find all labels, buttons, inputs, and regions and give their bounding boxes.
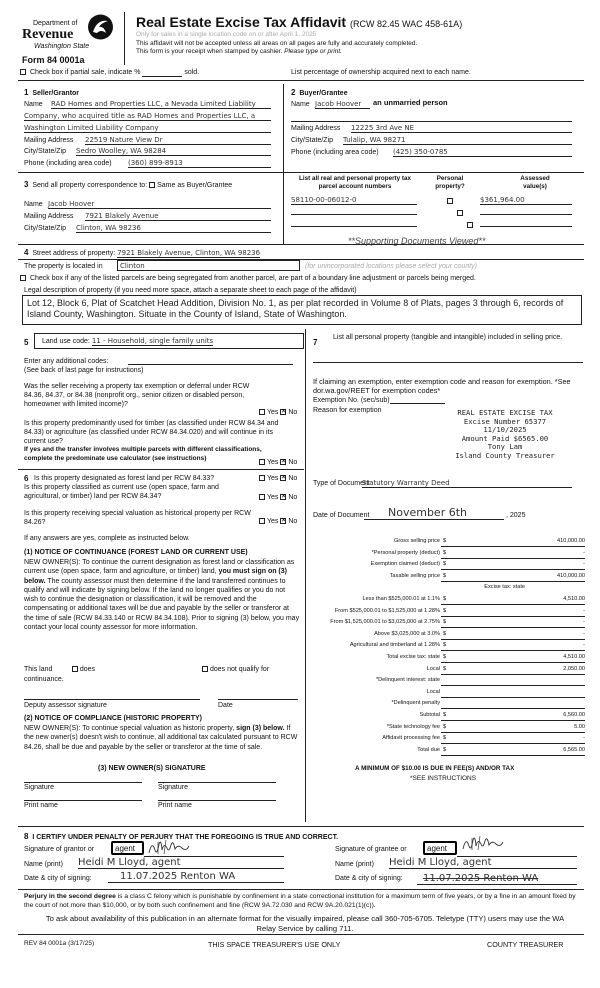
does-not-row — [202, 666, 269, 673]
same-as-buyer-label: Same as Buyer/Grantee — [157, 182, 233, 189]
header-note-2b: Please type or print. — [284, 48, 342, 55]
tax-row — [313, 689, 585, 698]
segregated-row — [20, 275, 476, 282]
reason-label: Reason for exemption — [313, 407, 382, 414]
tax-row-underline — [441, 697, 585, 698]
this-land-row — [24, 666, 95, 673]
stamp-line-6: Island County Treasurer — [455, 450, 555, 460]
grantee-signature-icon[interactable] — [460, 832, 506, 854]
agency-top: Department of — [33, 20, 78, 27]
grantor-name-input[interactable]: Heidi M Lloyd, agent — [78, 857, 284, 869]
buyer-name-note: an unmarried person — [373, 98, 448, 107]
agency-state: Washington State — [34, 43, 90, 50]
parcels-col3-header — [505, 175, 565, 191]
tax-row-value[interactable]: 4,510.00 — [563, 654, 585, 660]
owner-signature-label-2: Signature — [158, 784, 188, 791]
tax-row-label: *Delinquent interest: state — [375, 677, 440, 684]
grantee-date-input[interactable]: 11.07.2025 Renton WA — [417, 873, 577, 885]
q1-yes-checkbox[interactable] — [259, 409, 265, 415]
stamp-line-1: REAL ESTATE EXCISE TAX — [457, 408, 553, 417]
question-1-answers — [259, 409, 297, 416]
stamp-line-4: Amount Paid $6565.00 — [461, 433, 549, 443]
parcel-value-2[interactable] — [480, 207, 572, 215]
buyer-heading-text: Buyer/Grantee — [299, 90, 348, 97]
q4-no-label: No — [288, 518, 298, 525]
tax-row — [313, 642, 585, 651]
grantor-agent-text: agent — [115, 844, 136, 853]
partial-sale-percent-input[interactable] — [142, 69, 182, 77]
revenue-logo-icon — [87, 13, 114, 41]
partial-sale-checkbox[interactable] — [20, 69, 26, 75]
doc-type-label: Type of Document — [313, 480, 370, 487]
correspondence-heading: 3 Send all property correspondence to: Same as Buyer/Grantee — [24, 180, 233, 189]
tax-row-dollar: $ — [443, 619, 447, 626]
tax-row-label: *Personal property (deduct) — [371, 549, 440, 556]
tax-row-underline — [441, 581, 585, 582]
certify-row: 8 I CERTIFY UNDER PENALTY OF PERJURY THAT THE FOREGOING IS TRUE AND CORRECT. — [24, 832, 339, 841]
tax-row-underline — [441, 662, 585, 663]
segregated-label: Check box if any of the listed parcels are being segregated from another parcel, are part of a boundary line adjustment or parcels being merged. — [29, 275, 476, 282]
grantor-signature-icon[interactable] — [146, 836, 192, 858]
notice2-body-a: NEW OWNER(S): To continue special valuation as historic property, — [24, 725, 235, 732]
new-owner-sig-heading: (3) NEW OWNER(S) SIGNATURE — [98, 765, 206, 772]
tax-row-label: Excise tax: state — [484, 584, 525, 591]
same-as-buyer-checkbox[interactable] — [149, 182, 155, 188]
exemption-instructions: If claiming an exemption, enter exemption code and reason for exemption. *See dor.wa.gov/REET for exemption codes* — [313, 377, 571, 395]
tax-row-value[interactable]: - — [583, 561, 585, 568]
tax-row — [313, 735, 585, 744]
continuance-label: continuance. — [24, 676, 64, 683]
notice1-body-a: NEW OWNER(S): To continue the current designation as forest land or classification as current use (open space, farm and agriculture, or timber) land, — [24, 559, 295, 576]
doc-year: , 2025 — [506, 512, 526, 519]
buyer-heading: 2 Buyer/Grantee — [291, 88, 348, 97]
seller-mail-label: Mailing Address — [24, 137, 74, 144]
tax-row-label: Affidavit processing fee — [382, 735, 440, 742]
owner-print-label-1: Print name — [24, 802, 58, 809]
tax-row-value[interactable]: - — [583, 735, 585, 742]
tax-row-underline — [441, 558, 585, 559]
seller-name-line-3[interactable]: Washington Limited Liability Company — [24, 124, 271, 133]
owner-signature-label-1: Signature — [24, 784, 54, 791]
tax-row-label: Subtotal — [419, 712, 440, 718]
q2-no-label: No — [288, 459, 298, 466]
tax-row-value[interactable]: 5.00 — [574, 723, 585, 730]
tax-row-label: Local — [426, 688, 440, 695]
q3b-no-checkbox[interactable] — [280, 494, 286, 500]
grantor-sig-label: Signature of grantor or — [24, 846, 95, 853]
buyer-phone-label: Phone (including area code) — [291, 149, 379, 156]
buyer-name-input[interactable]: Jacob Hoover — [315, 100, 370, 109]
exemption-no-label: Exemption No. (sec/sub) — [313, 397, 390, 404]
tax-row-value[interactable]: - — [583, 630, 585, 637]
tax-row-label: *Delinquent penalty — [391, 700, 440, 707]
percentage-note: List percentage of ownership acquired next to each name. — [291, 69, 471, 76]
question-3a: Is this property designated as forest land per RCW 84.33? — [34, 475, 215, 482]
located-input[interactable]: Clinton — [117, 260, 300, 271]
street-label: Street address of property: — [32, 250, 116, 257]
q3a-no-checkbox[interactable] — [280, 475, 286, 481]
footer-rev: REV 84 0001a (3/17/25) — [24, 940, 95, 947]
certify-text: I CERTIFY UNDER PENALTY OF PERJURY THAT THE FOREGOING IS TRUE AND CORRECT. — [32, 834, 339, 841]
buyer-city-label: City/State/Zip — [291, 137, 334, 144]
buyer-city-input[interactable]: Tulalip, WA 98271 — [343, 136, 572, 145]
parcel-value-3[interactable] — [480, 219, 572, 227]
tax-row-label: Local — [426, 665, 440, 672]
legal-description-input[interactable]: Lot 12, Block 6, Plat of Scatchet Head Addition, Division No. 1, as per plat recorded in Volume 8 of Plats, pages 3 through 6, records of Island County, Washington. Situate in the County of Island, State of Washington. — [22, 295, 582, 325]
parcel-value-1[interactable]: $361,964.00 — [480, 196, 572, 205]
agency-name: Revenue — [22, 27, 74, 42]
seller-city-label: City/State/Zip — [24, 148, 67, 155]
form-title — [136, 14, 462, 30]
stamp-line-5: Tony Lam — [487, 442, 523, 451]
q3a-yes-checkbox[interactable] — [259, 475, 265, 481]
q3a-yes-label: Yes — [267, 475, 279, 482]
if-yes-note: If any answers are yes, complete as instructed below. — [24, 535, 190, 542]
question-4: Is this property receiving special valuation as historical property per RCW 84.26? — [24, 510, 251, 526]
tax-row — [313, 550, 585, 559]
deputy-date-label: Date — [218, 702, 233, 709]
q4-yes-checkbox[interactable] — [259, 518, 265, 524]
question-1: Was the seller receiving a property tax exemption or deferral under RCW 84.36, 84.37, or 84.38 (nonprofit org., senior citizen or disabled person, homeowner with limited income)? — [24, 383, 250, 408]
partial-sale-label-b: sold. — [184, 69, 200, 76]
grantee-name-input[interactable]: Heidi M Lloyd, agent — [389, 857, 577, 869]
form-citation: (RCW 82.45 WAC 458-61A) — [349, 19, 463, 29]
notice1-body — [24, 558, 300, 632]
grantor-date-label: Date & city of signing: — [24, 875, 92, 882]
tax-row — [313, 608, 585, 617]
tax-row — [313, 596, 585, 605]
grantor-agent-box — [111, 841, 144, 855]
tax-row-underline — [441, 650, 585, 651]
seller-heading-text: Seller/Grantor — [32, 90, 80, 97]
does-not-label: does not qualify for — [210, 666, 270, 673]
buyer-mail-label: Mailing Address — [291, 125, 341, 132]
doc-type-input[interactable]: Statutory Warranty Deed — [362, 479, 572, 488]
tax-row-underline — [441, 685, 585, 686]
seller-city-input[interactable]: Sedro Woolley, WA 98284 — [76, 147, 271, 156]
notice2-body-b: sign (3) below. — [236, 725, 285, 732]
buyer-phone-input[interactable]: (425) 350-0785 — [393, 148, 572, 157]
correspondence-heading-text: Send all property correspondence to: — [32, 182, 148, 189]
land-use-label: Land use code: — [42, 338, 90, 345]
tax-row-dollar: $ — [443, 654, 447, 660]
question-2a: Is this property predominantly used for timber (as classified under RCW 84.34 and 84.33) or agriculture (as classified under RCW 84.34.020) and will continue in its current use? — [24, 420, 279, 445]
parcels-col1-line2: parcel account numbers — [318, 183, 392, 190]
tax-row-underline — [441, 627, 585, 628]
tax-row — [313, 724, 585, 733]
parcels-col2-line2: property? — [435, 183, 465, 190]
perjury-text: is a class C felony which is punishable by confinement in a state correctional institution for a maximum term of five years, or by a fine in an amount fixed by the court of not more than $10,000, or by both such confinement and fine (RCW 9A.72.030 and RCW 9A.20.021(1)(c)). — [24, 893, 576, 909]
form-title-text: Real Estate Excise Tax Affidavit — [136, 14, 347, 30]
partial-sale-label-a: Check box if partial sale, indicate % — [29, 69, 141, 76]
grantee-name-label: Name (print) — [335, 861, 374, 868]
tax-row-label: Exemption claimed (deduct) — [370, 561, 440, 568]
exemption-no-input[interactable] — [390, 396, 445, 404]
tax-row-value[interactable]: 6,565.00 — [563, 746, 585, 753]
legal-label: Legal description of property (if you need more space, attach a separate sheet to each page of the affidavit) — [24, 287, 357, 294]
doc-date-input[interactable]: November 6th — [364, 506, 504, 520]
grantee-sig-label: Signature of grantee or — [335, 846, 407, 853]
parcels-col3-line2: value(s) — [523, 183, 547, 190]
tax-row-label: *State technology fee — [386, 723, 440, 730]
tax-row-label: From $1,525,000.01 to $3,025,000 at 2.75% — [330, 619, 440, 626]
tax-row-value[interactable]: 2,050.00 — [563, 665, 585, 672]
land-use-row — [42, 337, 213, 345]
tax-row-underline — [441, 569, 585, 570]
form-number: Form 84 0001a — [22, 55, 85, 65]
tax-row-value[interactable]: - — [583, 619, 585, 626]
tax-row-underline — [441, 604, 585, 605]
street-row: 4 Street address of property: 7921 Blakely Avenue, Clinton, WA 98236 — [24, 248, 261, 257]
parcels-col1-header — [291, 175, 419, 191]
tax-row — [313, 631, 585, 640]
tax-row-dollar: $ — [443, 596, 447, 602]
alternate-format-note: To ask about availability of this publication in an alternate format for the visually impaired, please call 360-705-6705. Teletype (TTY) users may use the WA Relay Service by calling 711. — [45, 914, 565, 933]
tax-row-underline — [441, 732, 585, 733]
tax-row-underline — [441, 755, 585, 756]
tax-row-dollar: $ — [443, 549, 447, 556]
q3a-no-label: No — [288, 475, 298, 482]
tax-row-value[interactable]: - — [583, 642, 585, 649]
tax-row-value[interactable]: - — [583, 549, 585, 556]
tax-row-dollar: $ — [443, 723, 447, 730]
notice2-heading: (2) NOTICE OF COMPLIANCE (HISTORIC PROPERTY) — [24, 715, 202, 722]
seller-mail-input[interactable]: 22519 Nature View Dr — [85, 136, 271, 145]
grantor-name-label: Name (print) — [24, 861, 63, 868]
parcels-col1-line1: List all real and personal property tax — [299, 175, 411, 182]
tax-row-dollar: $ — [443, 665, 447, 672]
parcels-col3-line1: Assessed — [520, 175, 550, 182]
parcel-personal-checkbox-1[interactable] — [447, 198, 453, 204]
see-instructions-note: *SEE INSTRUCTIONS — [410, 775, 477, 782]
tax-row-dollar: $ — [443, 746, 447, 753]
q3b-yes-label: Yes — [267, 494, 279, 501]
grantor-date-input[interactable]: 11.07.2025 Renton WA — [108, 871, 284, 883]
parcel-number-1[interactable]: S8110-00-06012-0 — [291, 196, 417, 205]
tax-row-underline — [441, 639, 585, 640]
tax-row-label: Gross selling price — [393, 538, 440, 544]
perjury-bold: Perjury in the second degree — [24, 893, 116, 900]
tax-row-dollar: $ — [443, 561, 447, 568]
q2-no-checkbox[interactable] — [280, 459, 286, 465]
tax-row — [313, 747, 585, 756]
grantee-date-label: Date & city of signing: — [335, 875, 403, 882]
notice1-body-b: you must sign on (3) below. — [24, 568, 287, 585]
footer-treasurer-only: THIS SPACE TREASURER'S USE ONLY — [208, 940, 341, 949]
question-3b-answers — [259, 494, 297, 501]
notice1-body-c: The county assessor must then determine if the land transferred continues to qualify and will indicate by signing below. If the land no longer qualifies or you do not wish to continue the designation or classification, it will be removed and the compensating or additional taxes will be due and payable by the seller or transferor at the time of sale (RCW 84.33.140 or RCW 84.34.108). Prior to signing (3) below, you may contact your local county assessor for more information. — [24, 577, 300, 632]
q1-no-label: No — [288, 409, 298, 416]
grantee-agent-box — [423, 841, 457, 855]
tax-row — [313, 584, 585, 593]
parcel-personal-checkbox-2[interactable] — [457, 210, 463, 216]
tax-row-value[interactable]: 410,000.00 — [557, 572, 585, 579]
supporting-docs-note: **Supporting Documents Viewed** — [348, 236, 486, 246]
seller-phone-label: Phone (including area code) — [24, 160, 112, 167]
tax-row — [313, 712, 585, 721]
tax-row-value[interactable]: 6,560.00 — [563, 712, 585, 718]
notice2-body — [24, 724, 300, 752]
owner-print-label-2: Print name — [158, 802, 192, 809]
q3b-no-label: No — [288, 494, 298, 501]
notice2-body-c: If the new owner(s) doesn't wish to continue, all additional tax calculated pursuant to RCW 84.26, shall be due and payable by the seller or transferor at the time of sale. — [24, 725, 298, 751]
q1-yes-label: Yes — [267, 409, 279, 416]
tax-row — [313, 654, 585, 663]
section5-number: 5 — [24, 338, 29, 347]
tax-row — [313, 573, 585, 582]
seller-name-line-1[interactable]: RAD Homes and Properties LLC, a Nevada Limited Liability — [51, 100, 271, 109]
corr-mail-input[interactable]: 7921 Blakely Avenue — [85, 212, 271, 221]
tax-row-label: Agricultural and timberland at 1.28% — [349, 642, 440, 649]
tax-row — [313, 619, 585, 628]
tax-row-dollar: $ — [443, 572, 447, 579]
tax-row-label: Taxable selling price — [389, 572, 440, 579]
corr-name-label: Name — [24, 201, 43, 208]
tax-row-dollar: $ — [443, 735, 447, 742]
tax-row — [313, 561, 585, 570]
q2-yes-checkbox[interactable] — [259, 459, 265, 465]
tax-row-label: Total excise tax: state — [386, 654, 440, 660]
doc-date-label: Date of Document — [313, 512, 370, 519]
tax-row — [313, 666, 585, 675]
seller-phone-input[interactable]: (360) 899-8913 — [128, 159, 271, 168]
corr-name-input[interactable]: Jacob Hoover — [48, 200, 271, 209]
question-2-answers — [259, 459, 297, 466]
buyer-mail-input[interactable]: 12225 3rd Ave NE — [351, 124, 572, 133]
footer-county-treasurer: COUNTY TREASURER — [487, 940, 564, 949]
q4-no-checkbox[interactable] — [280, 518, 286, 524]
codes-input[interactable] — [128, 357, 293, 365]
tax-row-label: Less than $525,000.01 at 1.1% — [362, 596, 440, 602]
section7-text: List all personal property (tangible and intangible) included in selling price. — [333, 334, 563, 341]
parcel-personal-checkbox-3[interactable] — [467, 222, 473, 228]
buyer-name-label: Name — [291, 101, 310, 108]
section7-number: 7 — [313, 338, 318, 347]
question-2b: If yes and the transfer involves multiple parcels with different classifications, complete the predominate use calculator (see instructions) — [24, 446, 262, 462]
street-input[interactable]: 7921 Blakely Avenue, Clinton, WA 98236 — [117, 249, 261, 257]
tax-row-dollar: $ — [443, 538, 447, 544]
tax-row-underline — [441, 708, 585, 709]
codes-label: Enter any additional codes: — [24, 358, 109, 365]
located-label: The property is located in — [24, 263, 103, 270]
q4-yes-label: Yes — [267, 518, 279, 525]
deputy-signature-label: Deputy assessor signature — [24, 702, 107, 709]
tax-row — [313, 538, 585, 547]
parcel-number-2[interactable] — [291, 207, 417, 215]
header-note-2 — [136, 48, 342, 55]
perjury-notice — [24, 893, 582, 910]
tax-row-underline — [441, 616, 585, 617]
tax-row-label: Above $3,025,000 at 3.0% — [374, 630, 440, 637]
tax-row-label: From $525,000.01 to $1,525,000 at 1.28% — [334, 607, 440, 614]
located-note: (for unincorporated locations please select your county) — [305, 263, 477, 270]
question-4-answers — [259, 518, 297, 525]
header-note-1: This affidavit will not be accepted unless all areas on all pages are fully and accurately completed. — [136, 40, 418, 47]
corr-city-input[interactable]: Clinton, WA 98236 — [76, 224, 271, 233]
grantee-agent-text: agent — [427, 844, 448, 853]
stamp-line-2: Excise Number 65377 — [463, 416, 547, 426]
tax-row-label: Total due — [417, 746, 440, 753]
corr-city-label: City/State/Zip — [24, 225, 67, 232]
q2-yes-label: Yes — [267, 459, 279, 466]
tax-row-underline — [441, 546, 585, 547]
seller-name-line-2[interactable]: Company, who acquired title as RAD Homes and Properties LLC, a — [24, 112, 271, 121]
segregated-checkbox[interactable] — [20, 275, 26, 281]
section6-number: 6 — [24, 474, 29, 483]
corr-mail-label: Mailing Address — [24, 213, 74, 220]
codes-instructions: (See back of last page for instructions) — [24, 367, 144, 374]
notice1-heading: (1) NOTICE OF CONTINUANCE (FOREST LAND OR CURRENT USE) — [24, 549, 248, 556]
tax-row-dollar: $ — [443, 642, 447, 649]
tax-row-underline — [441, 720, 585, 721]
does-checkbox[interactable] — [72, 666, 78, 672]
tax-row-dollar: $ — [443, 607, 447, 614]
parcels-col2-line1: Personal — [436, 175, 464, 182]
parcels-col2-header — [426, 175, 474, 191]
tax-row-value[interactable]: 4,510.00 — [563, 596, 585, 602]
parcel-number-3[interactable] — [291, 219, 417, 227]
question-3a-answers — [259, 475, 297, 482]
stamp-line-3: 11/10/2025 — [483, 425, 527, 434]
seller-heading: 1 Seller/Grantor — [24, 88, 80, 97]
this-land-label: This land — [24, 666, 53, 673]
tax-row-dollar: $ — [443, 712, 447, 718]
seller-name-label: Name — [24, 101, 43, 108]
tax-row-dollar: $ — [443, 630, 447, 637]
partial-sale-row — [20, 69, 199, 77]
treasurer-stamp — [430, 409, 580, 460]
tax-row — [313, 700, 585, 709]
q3b-yes-checkbox[interactable] — [259, 494, 265, 500]
tax-row — [313, 677, 585, 686]
tax-row-value[interactable]: - — [583, 607, 585, 614]
tax-row-value[interactable]: 410,000.00 — [557, 538, 585, 544]
header-note-2-text: This form is your receipt when stamped by cashier. — [136, 48, 283, 55]
question-3b: Is this property classified as current use (open space, farm and agricultural, or timber) land per RCW 84.34? — [24, 484, 219, 500]
tax-row-underline — [441, 674, 585, 675]
does-not-checkbox[interactable] — [202, 666, 208, 672]
land-use-input[interactable]: 11 - Household, single family units — [91, 337, 214, 345]
does-label: does — [79, 666, 96, 673]
minimum-fee-note: A MINIMUM OF $10.00 IS DUE IN FEE(S) AND/OR TAX — [355, 765, 515, 772]
header-note-grey: Only for sales in a single location code on or after April 1, 2025 — [136, 31, 317, 38]
q1-no-checkbox[interactable] — [280, 409, 286, 415]
tax-row-underline — [441, 743, 585, 744]
